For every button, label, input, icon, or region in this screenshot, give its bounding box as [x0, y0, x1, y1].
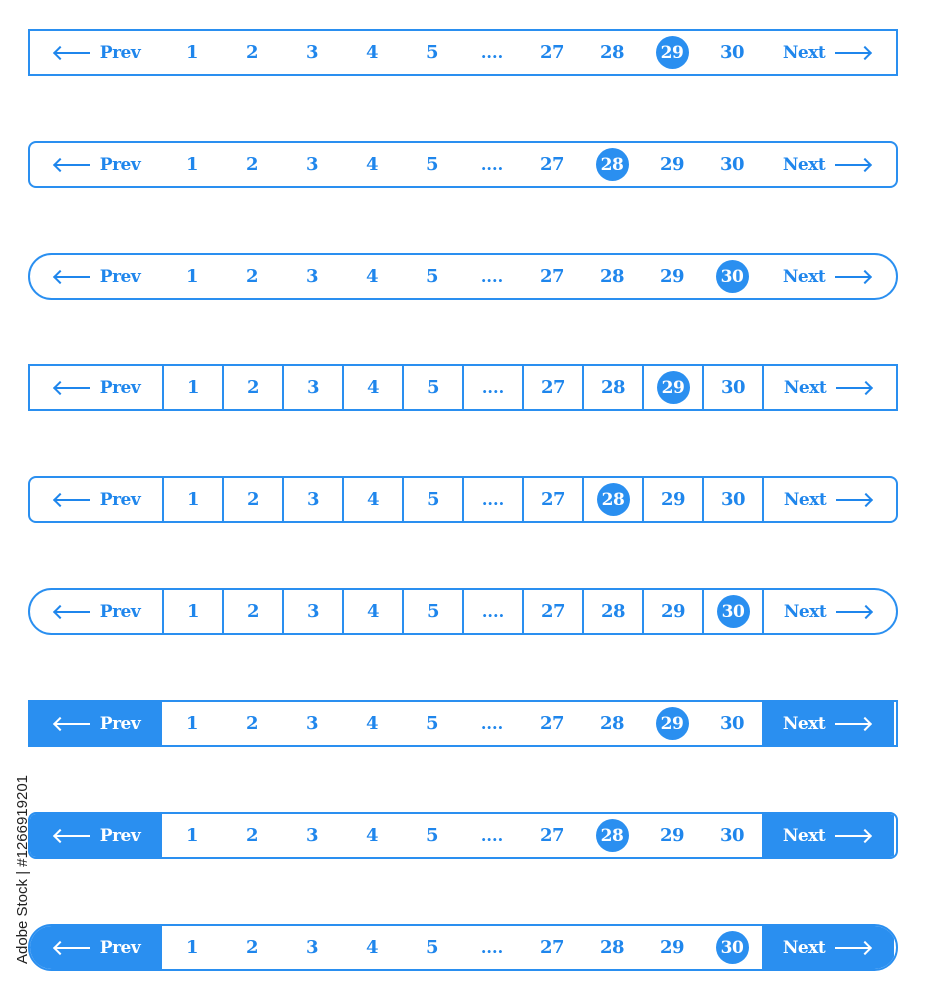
page-button[interactable]: 1	[185, 825, 199, 846]
page-button[interactable]: 28	[599, 42, 625, 63]
prev-button[interactable]	[30, 926, 162, 969]
next-button[interactable]	[762, 143, 894, 186]
arrow-left-icon	[52, 605, 92, 619]
current-page-badge: 29	[656, 36, 689, 69]
next-label: Next	[782, 825, 826, 846]
pagination-bar	[28, 364, 898, 411]
page-button[interactable]: 30	[702, 478, 762, 521]
watermark-text: Adobe Stock | #1266919201	[14, 774, 32, 964]
pagination-bar	[28, 29, 898, 76]
page-button[interactable]: 30	[719, 713, 745, 734]
page-button[interactable]: 5	[425, 825, 439, 846]
pagination-bar	[28, 812, 898, 859]
prev-label: Prev	[99, 825, 141, 846]
page-button[interactable]: 2	[245, 154, 259, 175]
page-button[interactable]: 4	[365, 154, 379, 175]
ellipsis-icon: ....	[462, 366, 522, 409]
pagination-bar	[28, 924, 898, 971]
arrow-left-icon	[52, 829, 92, 843]
next-button[interactable]	[762, 926, 894, 969]
arrow-left-icon	[52, 941, 92, 955]
current-page-badge: 30	[716, 260, 749, 293]
page-button[interactable]: 2	[245, 266, 259, 287]
page-button[interactable]: 27	[522, 590, 582, 633]
page-button[interactable]: 2	[245, 937, 259, 958]
current-page-badge: 29	[657, 371, 690, 404]
prev-label: Prev	[99, 266, 141, 287]
next-button[interactable]	[762, 478, 894, 521]
ellipsis-icon: ....	[480, 714, 504, 733]
page-button[interactable]: 3	[282, 590, 342, 633]
arrow-left-icon	[52, 158, 92, 172]
prev-button[interactable]	[30, 702, 162, 745]
next-label: Next	[783, 377, 827, 398]
prev-label: Prev	[99, 377, 141, 398]
page-button[interactable]: 1	[185, 713, 199, 734]
page-button[interactable]: 1	[185, 937, 199, 958]
page-button[interactable]: 4	[365, 42, 379, 63]
page-button[interactable]: 3	[305, 266, 319, 287]
page-button[interactable]: 27	[539, 266, 565, 287]
pagination-bar	[28, 141, 898, 188]
page-button[interactable]	[642, 366, 702, 409]
page-button[interactable]: 5	[402, 478, 462, 521]
page-button[interactable]: 29	[659, 266, 685, 287]
prev-label: Prev	[99, 42, 141, 63]
arrow-left-icon	[52, 381, 92, 395]
next-button[interactable]	[762, 31, 894, 74]
page-button[interactable]: 30	[719, 154, 745, 175]
page-button[interactable]: 4	[342, 478, 402, 521]
prev-label: Prev	[99, 154, 141, 175]
pagination-bar	[28, 588, 898, 635]
page-button[interactable]	[702, 590, 762, 633]
current-page-badge: 28	[596, 148, 629, 181]
page-button[interactable]: 5	[425, 713, 439, 734]
next-label: Next	[782, 713, 826, 734]
page-button[interactable]: 1	[185, 42, 199, 63]
page-button[interactable]: 4	[342, 590, 402, 633]
page-button[interactable]: 27	[539, 42, 565, 63]
arrow-left-icon	[52, 493, 92, 507]
current-page-badge: 29	[656, 707, 689, 740]
ellipsis-icon: ....	[480, 826, 504, 845]
pagination-bar	[28, 700, 898, 747]
page-button[interactable]: 27	[539, 154, 565, 175]
page-button[interactable]: 4	[365, 713, 379, 734]
page-button[interactable]: 3	[305, 42, 319, 63]
arrow-right-icon	[833, 717, 873, 731]
prev-button[interactable]	[30, 366, 162, 409]
next-label: Next	[782, 937, 826, 958]
page-button[interactable]	[702, 255, 762, 298]
page-button[interactable]: 4	[365, 825, 379, 846]
page-button[interactable]: 4	[365, 266, 379, 287]
arrow-left-icon	[52, 270, 92, 284]
next-button[interactable]	[762, 702, 894, 745]
arrow-right-icon	[834, 381, 874, 395]
page-button[interactable]: 28	[599, 713, 625, 734]
page-button[interactable]: 5	[425, 42, 439, 63]
page-button[interactable]: 27	[539, 713, 565, 734]
page-button[interactable]: 3	[282, 478, 342, 521]
ellipsis-icon: ....	[462, 478, 522, 521]
prev-button[interactable]	[30, 31, 162, 74]
page-button[interactable]: 1	[162, 366, 222, 409]
page-button[interactable]: 30	[702, 366, 762, 409]
page-button[interactable]: 5	[425, 937, 439, 958]
page-button[interactable]: 27	[539, 937, 565, 958]
prev-button[interactable]	[30, 590, 162, 633]
page-button[interactable]: 4	[365, 937, 379, 958]
arrow-right-icon	[833, 829, 873, 843]
page-button[interactable]: 29	[659, 825, 685, 846]
page-button[interactable]: 2	[245, 42, 259, 63]
next-label: Next	[783, 489, 827, 510]
page-button[interactable]: 30	[719, 42, 745, 63]
arrow-right-icon	[834, 605, 874, 619]
next-label: Next	[783, 601, 827, 622]
page-button[interactable]: 28	[582, 366, 642, 409]
next-button[interactable]	[762, 590, 894, 633]
page-button[interactable]	[582, 478, 642, 521]
page-button[interactable]	[582, 143, 642, 186]
arrow-right-icon	[833, 46, 873, 60]
next-label: Next	[782, 154, 826, 175]
pagination-bar	[28, 476, 898, 523]
page-button[interactable]: 1	[162, 478, 222, 521]
page-button[interactable]: 5	[425, 154, 439, 175]
page-button[interactable]: 3	[305, 154, 319, 175]
stock-watermark	[12, 758, 34, 980]
next-button[interactable]	[762, 814, 894, 857]
current-page-badge: 28	[596, 819, 629, 852]
page-button[interactable]: 28	[599, 937, 625, 958]
arrow-left-icon	[52, 46, 92, 60]
arrow-right-icon	[834, 493, 874, 507]
page-button[interactable]	[642, 31, 702, 74]
page-button[interactable]: 28	[582, 590, 642, 633]
prev-label: Prev	[99, 601, 141, 622]
page-button[interactable]: 2	[245, 713, 259, 734]
next-label: Next	[782, 42, 826, 63]
prev-label: Prev	[99, 713, 141, 734]
page-button[interactable]: 29	[642, 478, 702, 521]
ellipsis-icon: ....	[480, 938, 504, 957]
page-button[interactable]	[582, 814, 642, 857]
page-button[interactable]: 3	[305, 713, 319, 734]
page-button[interactable]: 4	[342, 366, 402, 409]
ellipsis-icon: ....	[480, 267, 504, 286]
page-button[interactable]: 3	[282, 366, 342, 409]
next-button[interactable]	[762, 366, 894, 409]
page-button[interactable]: 29	[659, 937, 685, 958]
page-button[interactable]: 28	[599, 266, 625, 287]
page-button[interactable]: 2	[222, 366, 282, 409]
page-button[interactable]: 30	[719, 825, 745, 846]
page-button[interactable]: 27	[539, 825, 565, 846]
arrow-right-icon	[833, 941, 873, 955]
page-button[interactable]: 1	[185, 154, 199, 175]
current-page-badge: 30	[716, 931, 749, 964]
page-button[interactable]: 2	[222, 590, 282, 633]
next-button[interactable]	[762, 255, 894, 298]
page-button[interactable]: 5	[402, 590, 462, 633]
page-button[interactable]	[702, 926, 762, 969]
page-button[interactable]: 29	[642, 590, 702, 633]
page-button[interactable]	[642, 702, 702, 745]
arrow-right-icon	[833, 270, 873, 284]
page-button[interactable]: 1	[162, 590, 222, 633]
prev-button[interactable]	[30, 478, 162, 521]
page-button[interactable]: 1	[185, 266, 199, 287]
page-button[interactable]: 27	[522, 366, 582, 409]
page-button[interactable]: 2	[245, 825, 259, 846]
prev-button[interactable]	[30, 255, 162, 298]
prev-label: Prev	[99, 489, 141, 510]
ellipsis-icon: ....	[480, 43, 504, 62]
page-button[interactable]: 2	[222, 478, 282, 521]
page-button[interactable]: 5	[425, 266, 439, 287]
pagination-bar	[28, 253, 898, 300]
current-page-badge: 28	[597, 483, 630, 516]
ellipsis-icon: ....	[480, 155, 504, 174]
prev-button[interactable]	[30, 814, 162, 857]
page-button[interactable]: 3	[305, 825, 319, 846]
page-button[interactable]: 5	[402, 366, 462, 409]
arrow-left-icon	[52, 717, 92, 731]
current-page-badge: 30	[717, 595, 750, 628]
prev-button[interactable]	[30, 143, 162, 186]
next-label: Next	[782, 266, 826, 287]
page-button[interactable]: 3	[305, 937, 319, 958]
prev-label: Prev	[99, 937, 141, 958]
page-button[interactable]: 29	[659, 154, 685, 175]
arrow-right-icon	[833, 158, 873, 172]
ellipsis-icon: ....	[462, 590, 522, 633]
page-button[interactable]: 27	[522, 478, 582, 521]
